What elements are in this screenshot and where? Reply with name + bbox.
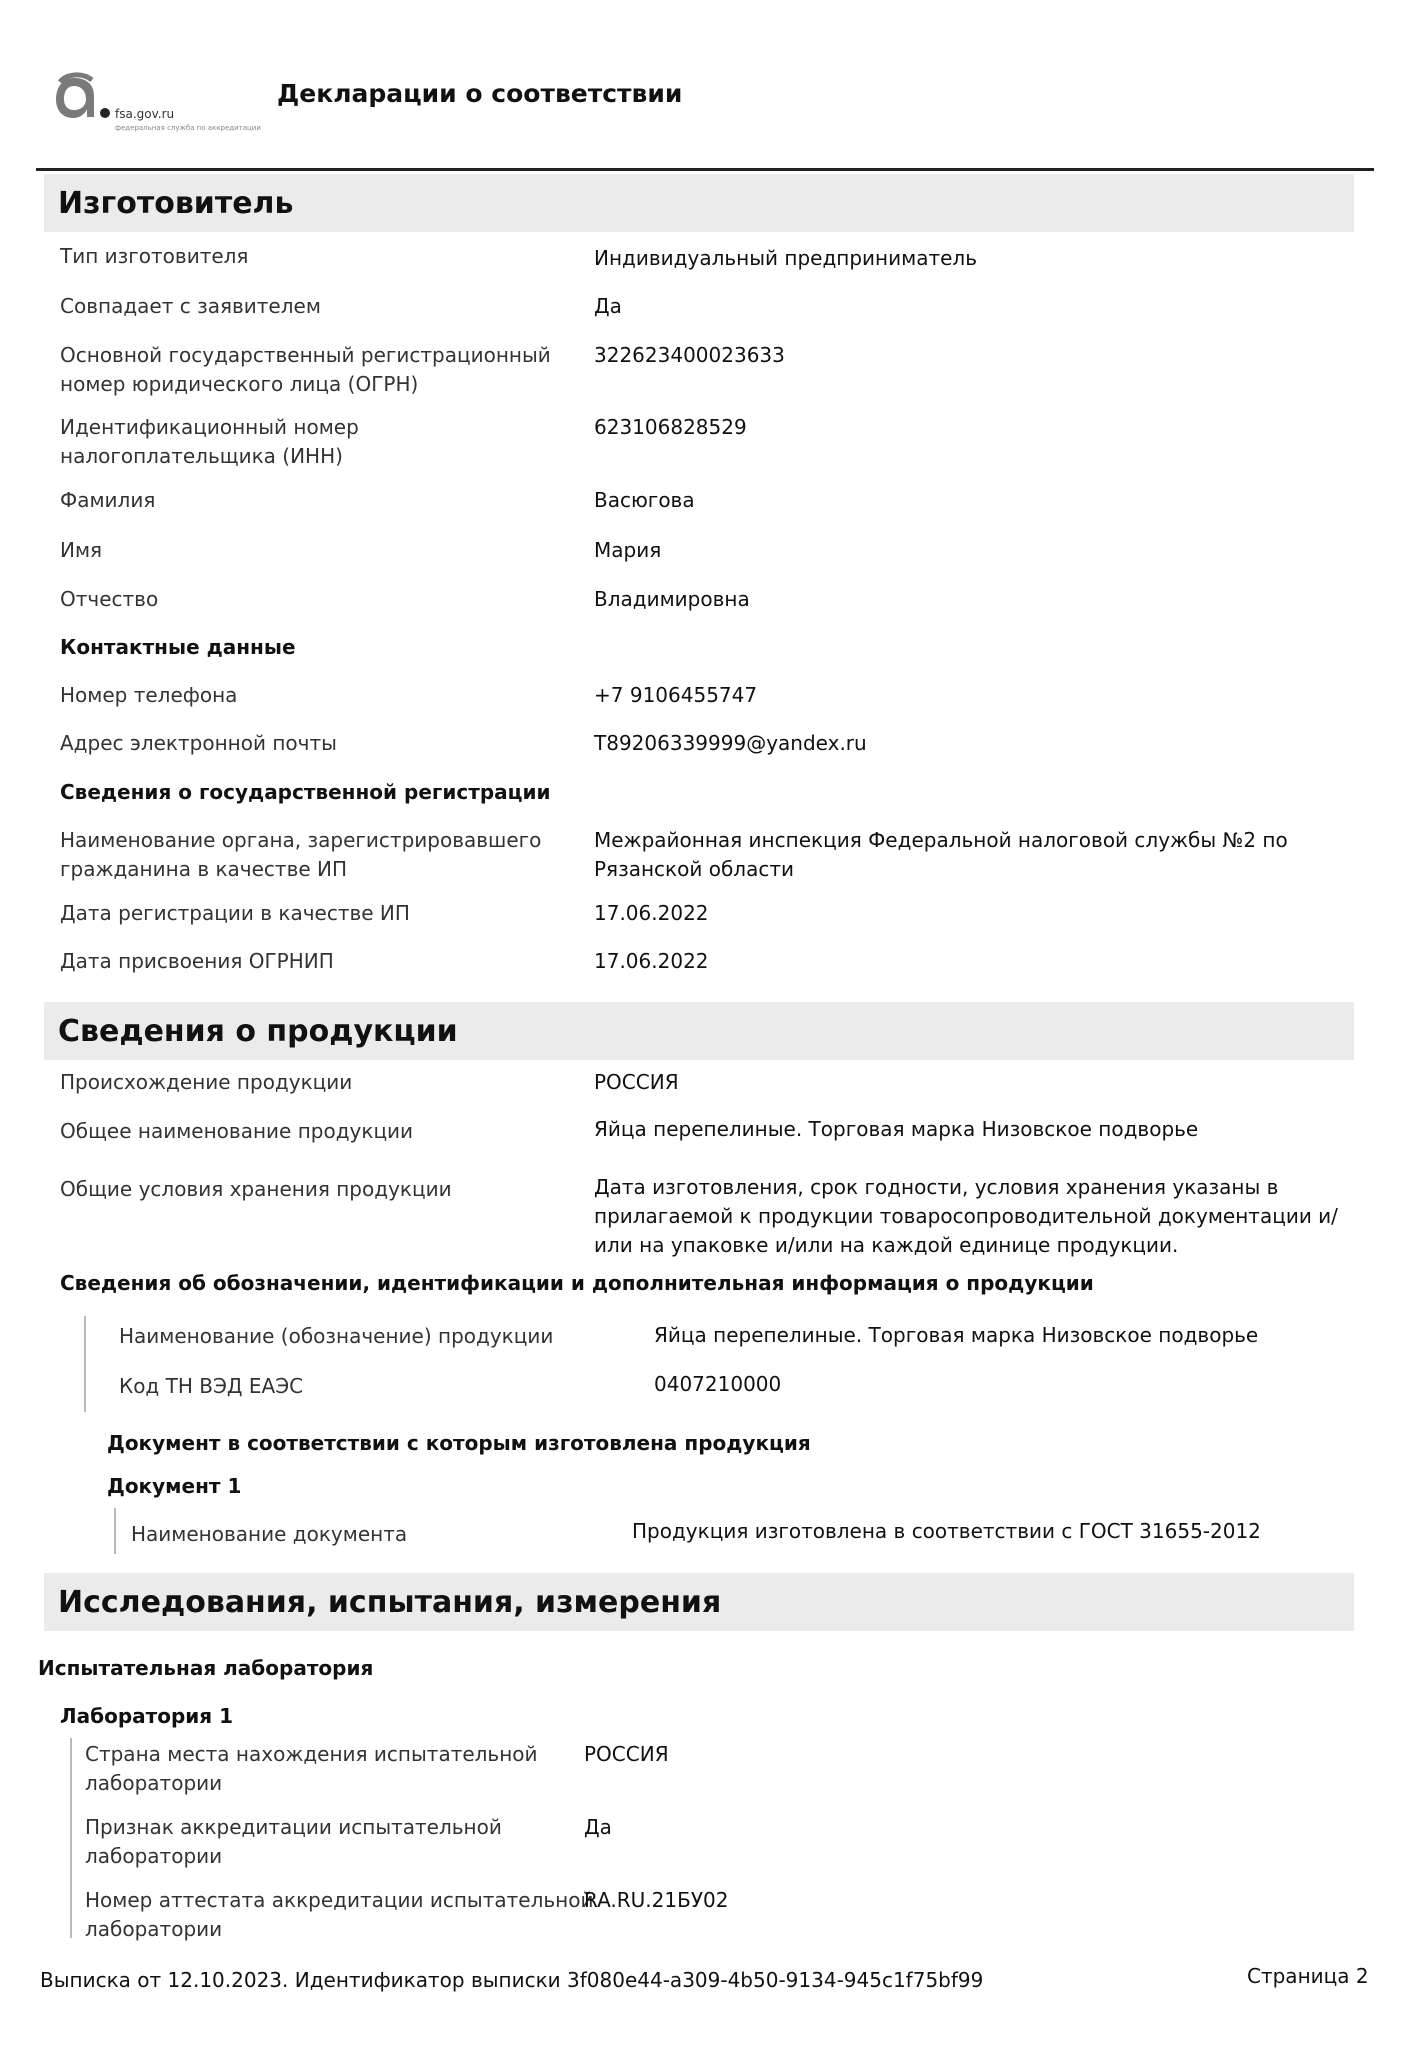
field-value: 17.06.2022 <box>594 901 709 925</box>
field-label: Идентификационный номер налогоплательщика (ИНН) <box>60 415 359 468</box>
registration-heading: Сведения о государственной регистрации <box>60 780 551 804</box>
field-label: Адрес электронной почты <box>60 731 337 755</box>
field-value: RA.RU.21БУ02 <box>584 1888 729 1912</box>
field-value: Васюгова <box>594 488 695 512</box>
section-product-header <box>44 1002 1354 1060</box>
document-title: Документ 1 <box>107 1474 242 1498</box>
field-label: Дата присвоения ОГРНИП <box>60 949 334 973</box>
identification-heading: Сведения об обозначении, идентификации и дополнительная информация о продукции <box>60 1271 1094 1295</box>
field-label: Номер телефона <box>60 683 238 707</box>
field-value: РОССИЯ <box>594 1070 679 1094</box>
field-value: Межрайонная инспекция Федеральной налоговой службы №2 по Рязанской области <box>594 828 1288 881</box>
field-label: Наименование документа <box>131 1522 408 1546</box>
lab-section-heading: Испытательная лаборатория <box>38 1656 374 1680</box>
page-number: Страница 2 <box>1247 1964 1369 1988</box>
field-value: Да <box>584 1815 612 1839</box>
contacts-heading: Контактные данные <box>60 635 296 659</box>
field-value: Да <box>594 294 622 318</box>
page-title: Декларации о соответствии <box>277 79 683 108</box>
field-label: Номер аттестата аккредитации испытательной лаборатории <box>85 1888 594 1941</box>
field-label: Происхождение продукции <box>60 1070 353 1094</box>
field-value: 623106828529 <box>594 415 747 439</box>
phone-value: +7 9106455747 <box>594 683 758 707</box>
indent-guide <box>114 1508 116 1554</box>
field-label: Фамилия <box>60 488 156 512</box>
section-title: Исследования, испытания, измерения <box>58 1585 722 1620</box>
indent-guide <box>70 1738 72 1938</box>
header-divider <box>36 168 1374 171</box>
section-title: Изготовитель <box>58 186 294 221</box>
field-label: Признак аккредитации испытательной лаборатории <box>85 1815 502 1868</box>
email-value: T89206339999@yandex.ru <box>594 731 867 755</box>
field-label: Наименование органа, зарегистрировавшего гражданина в качестве ИП <box>60 828 542 881</box>
field-label: Отчество <box>60 587 159 611</box>
field-value: 322623400023633 <box>594 343 785 367</box>
fsa-logo-icon <box>52 72 96 124</box>
field-label: Основной государственный регистрационный номер юридического лица (ОГРН) <box>60 343 551 396</box>
logo-tagline: федеральная служба по аккредитации <box>115 124 261 132</box>
logo-dot <box>100 108 110 118</box>
field-value: 0407210000 <box>654 1372 782 1396</box>
field-value: Яйца перепелиные. Торговая марка Низовское подворье <box>654 1323 1259 1347</box>
field-label: Общие условия хранения продукции <box>60 1177 452 1201</box>
field-value: 17.06.2022 <box>594 949 709 973</box>
documents-heading: Документ в соответствии с которым изготовлена продукция <box>107 1431 811 1455</box>
field-label: Наименование (обозначение) продукции <box>119 1324 554 1348</box>
logo-site-text: fsa.gov.ru <box>115 107 175 121</box>
field-label: Код ТН ВЭД ЕАЭС <box>119 1374 304 1398</box>
indent-guide <box>84 1316 86 1412</box>
field-value: Яйца перепелиные. Торговая марка Низовское подворье <box>594 1117 1199 1141</box>
field-label: Страна места нахождения испытательной лаборатории <box>85 1742 538 1795</box>
field-value: РОССИЯ <box>584 1742 669 1766</box>
section-research-header <box>44 1573 1354 1631</box>
lab-title: Лаборатория 1 <box>60 1704 234 1728</box>
field-value: Мария <box>594 538 662 562</box>
field-label: Имя <box>60 538 103 562</box>
field-value: Владимировна <box>594 587 750 611</box>
field-value: Индивидуальный предприниматель <box>594 246 977 270</box>
section-manufacturer-header <box>44 174 1354 232</box>
field-label: Совпадает с заявителем <box>60 294 321 318</box>
field-value: Дата изготовления, срок годности, условия хранения указаны в прилагаемой к продукции товаросопроводительной документации и/или на упаковке и/или на каждой единице продукции. <box>594 1175 1338 1257</box>
field-label: Тип изготовителя <box>60 244 249 268</box>
field-label: Дата регистрации в качестве ИП <box>60 901 410 925</box>
field-label: Общее наименование продукции <box>60 1119 414 1143</box>
field-value: Продукция изготовлена в соответствии с ГОСТ 31655-2012 <box>632 1519 1261 1543</box>
section-title: Сведения о продукции <box>58 1014 458 1049</box>
extract-footer: Выписка от 12.10.2023. Идентификатор выписки 3f080e44-a309-4b50-9134-945c1f75bf99 <box>40 1968 984 1992</box>
